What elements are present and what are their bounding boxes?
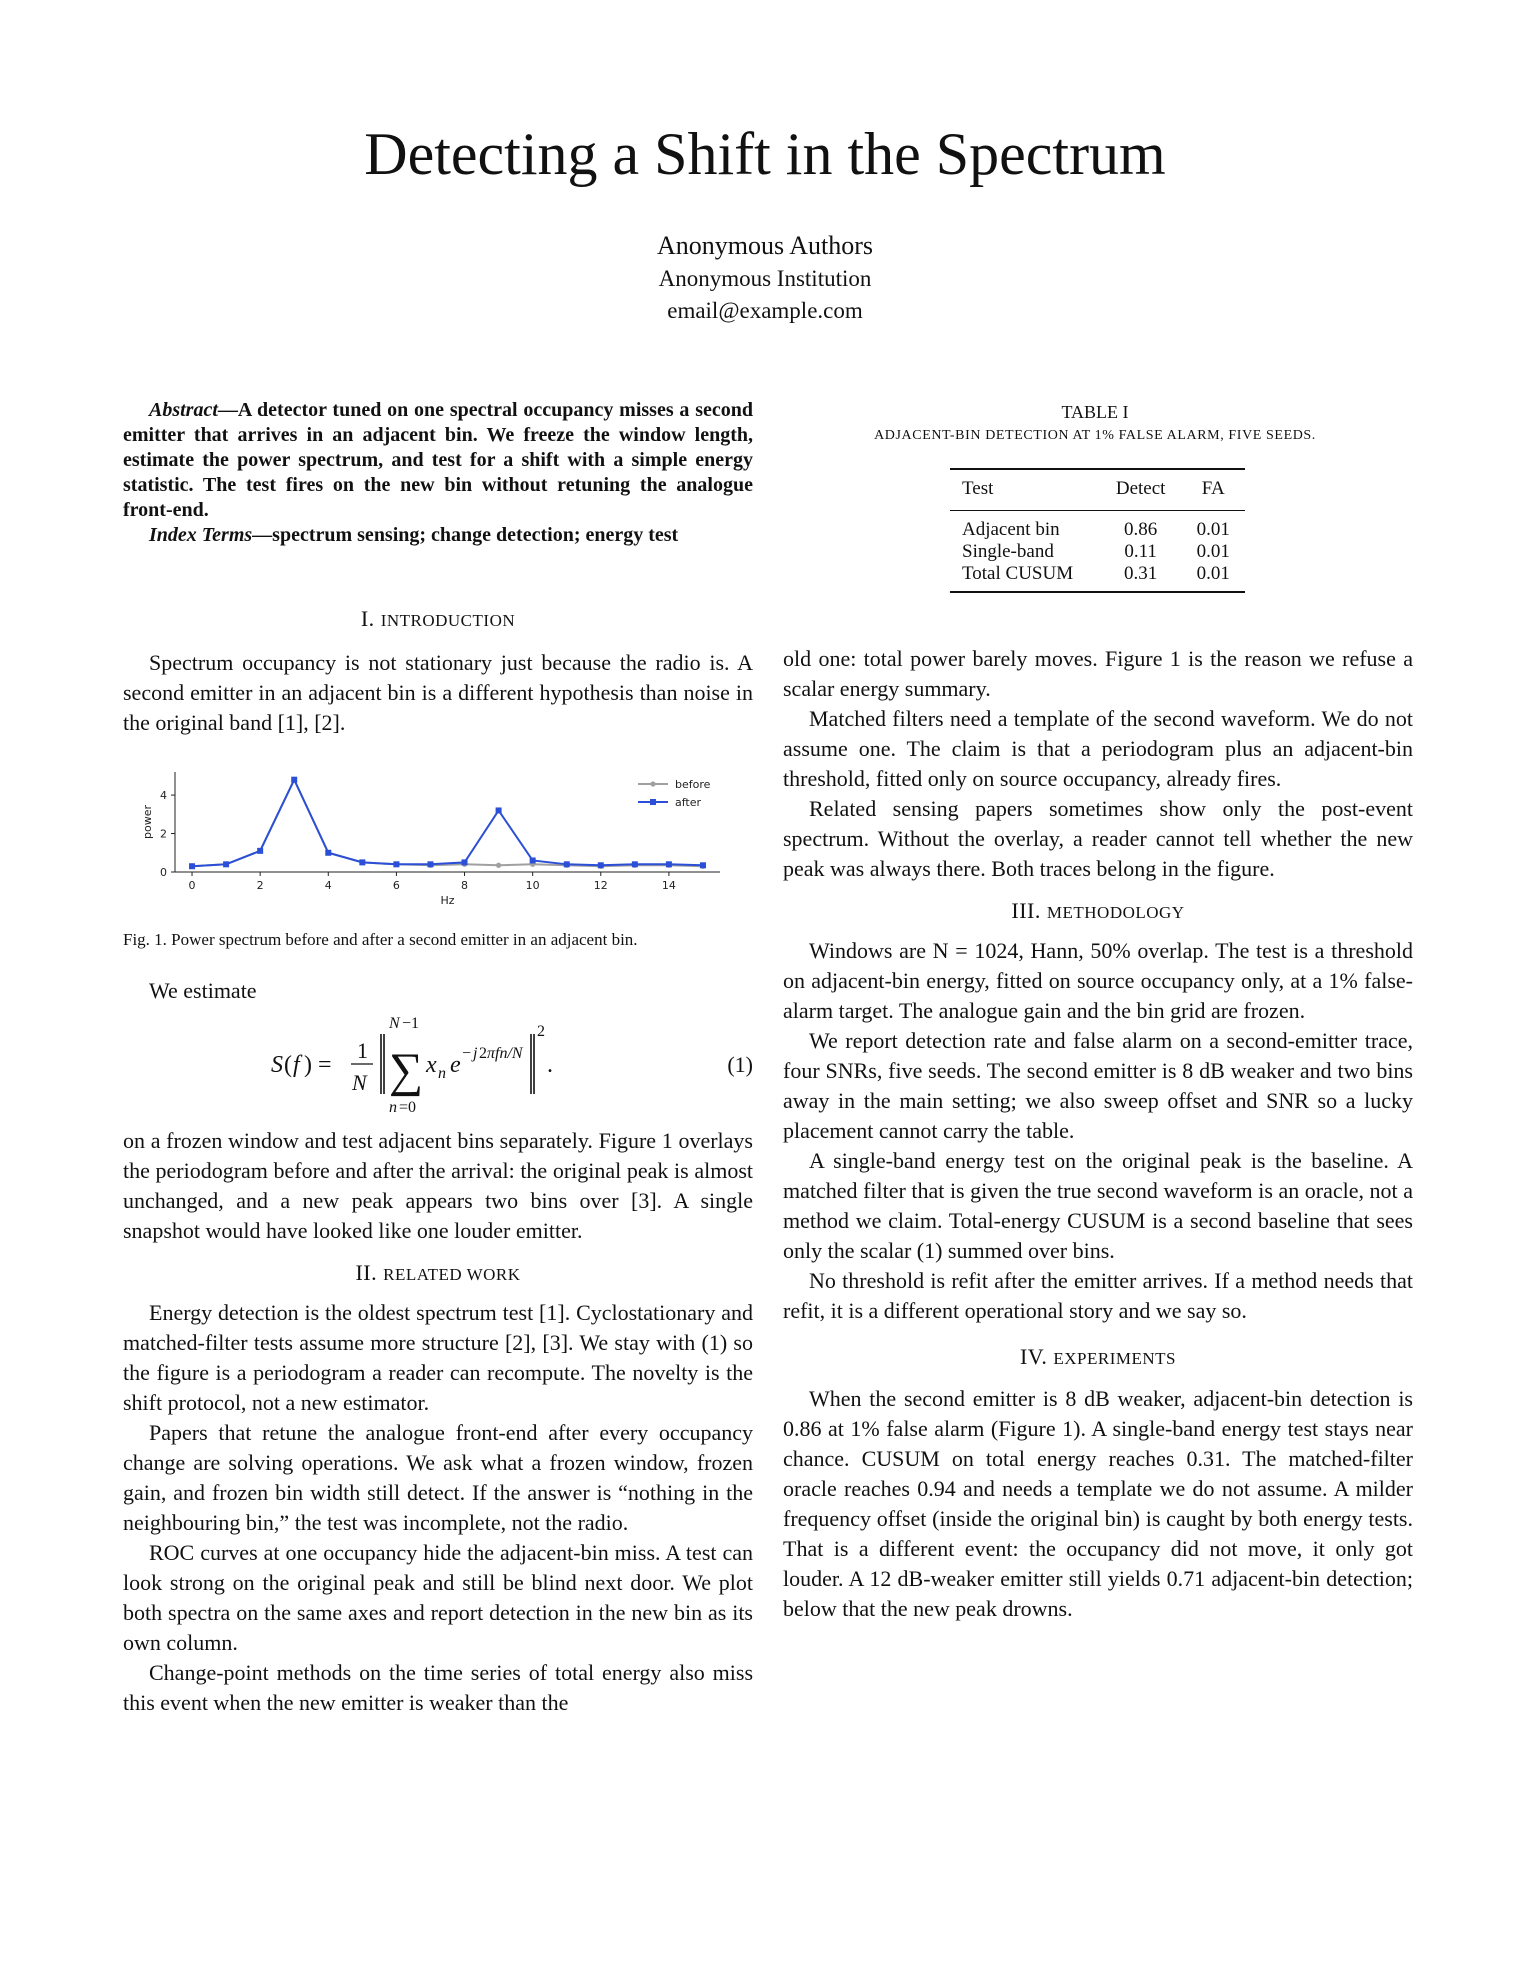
x-axis-label: Hz [440,894,455,907]
svg-text:e: e [450,1052,461,1078]
section-title: EXPERIMENTS [1053,1349,1176,1368]
svg-text:1: 1 [357,1038,368,1063]
data-point-after [530,857,536,863]
svg-text:∑: ∑ [389,1044,424,1097]
section-title: INTRODUCTION [380,611,516,630]
data-point-after [427,861,433,867]
figure-caption: Fig. 1. Power spectrum before and after a second emitter in an adjacent bin. [123,930,638,949]
paper-title: Detecting a Shift in the Spectrum [364,121,1166,187]
section-heading-intro [123,604,753,636]
svg-text:−1: −1 [402,1015,420,1032]
equation-1 [123,1006,753,1126]
x-tick-label: 10 [525,879,540,892]
after-equation-paragraph: on a frozen window and test adjacent bins separately. Figure 1 overlays the periodogram before and after the arrival: the original peak is almost unchanged, and a new peak appears two bins over [3]. A single snapshot would have looked like one louder emitter. [123,1128,753,1243]
data-point-after [325,850,331,856]
method-paragraph-4: No threshold is refit after the emitter arrives. If a method needs that refit, it is a different operational story and we say so. [783,1268,1413,1323]
power-spectrum-chart [123,760,753,907]
section-title: RELATED WORK [383,1265,521,1284]
svg-text:x: x [426,1052,437,1078]
table-row [950,563,1245,592]
data-point-after [700,862,706,868]
table-caption-block [775,400,1415,448]
related-continued: old one: total power barely moves. Figure 1 is the reason we refuse a scalar energy summary. [783,646,1413,701]
x-tick-label: 4 [324,879,332,892]
left-column-bottom [123,976,753,1718]
abstract [123,398,753,548]
table-caption: ADJACENT-BIN DETECTION AT 1% FALSE ALARM, FIVE SEEDS. [874,428,1316,443]
table-header-row [950,469,1245,511]
table-cell: 0.01 [1196,563,1230,584]
abstract-label: Abstract [149,399,218,421]
we-estimate-text: We estimate [149,978,257,1003]
section-number: II. [355,1260,378,1285]
series-line-before [192,780,703,867]
paper-email: email@example.com [667,298,863,323]
related-paragraph-2: Papers that retune the analogue front-end after every occupancy change are solving operations. We ask what a frozen window, frozen gain, and frozen bin width still detect. If the answer is “nothing in the neighbouring bin,” the test was incomplete, not the radio. [123,1420,753,1535]
data-point-before [496,863,501,868]
method-paragraph-3: A single-band energy test on the original peak is the baseline. A matched filter that is given the true second waveform is an oracle, not a method we claim. Total-energy CUSUM is a second baseline that sees only the scalar (1) summed over bins. [783,1148,1413,1263]
table-cell: Total CUSUM [962,563,1074,584]
method-paragraph-1: Windows are N = 1024, Hann, 50% overlap. The test is a threshold on adjacent-bin energy, fitted on source occupancy only, at a 1% false-alarm target. The analogue gain and the bin grid are frozen. [783,938,1413,1023]
svg-text:(: ( [284,1052,292,1078]
table-cell: 0.31 [1124,563,1158,584]
section-heading-method [783,896,1413,928]
section-number: III. [1011,898,1041,923]
method-paragraph-2: We report detection rate and false alarm on a second-emitter trace, four SNRs, five seeds. The second emitter is 8 dB weaker and two bins away in the main setting; we also sweep offset and SNR so a lucky placement cannot carry the table. [783,1028,1413,1143]
data-point-after [666,861,672,867]
svg-text:=0: =0 [399,1099,417,1116]
right-column [783,644,1413,1624]
svg-text:πfn/N: πfn/N [487,1045,523,1062]
table-row [950,541,1245,563]
chart-legend [638,778,711,809]
related-paragraph-4: Change-point methods on the time series of total energy also miss this event when the new emitter is weaker than the [123,1660,753,1715]
equation-graphic [123,1006,753,1126]
svg-text:.: . [547,1052,553,1078]
table-cell: 0.01 [1196,519,1230,540]
paper-authors: Anonymous Authors [657,231,873,260]
table-header-cell: Test [962,478,994,499]
equation-number: (1) [727,1052,753,1077]
svg-text:j: j [473,1045,478,1062]
svg-text:S: S [271,1052,283,1078]
table-label: TABLE I [1061,402,1129,422]
related-paragraph-1: Energy detection is the oldest spectrum test [1]. Cyclostationary and matched-filter tests assume more structure [2], [3]. We stay with (1) so the figure is a periodogram a reader can recompute. The novelty is the shift protocol, not a new estimator. [123,1300,753,1415]
section-heading-related [123,1258,753,1290]
left-column-top [123,398,753,548]
x-tick-label: 6 [392,879,400,892]
related-paragraph-5: Matched filters need a template of the second waveform. We do not assume one. The claim is that a periodogram plus an adjacent-bin threshold, fitted only on source occupancy, already fires. [783,706,1413,791]
table-header-cell: Detect [1115,478,1166,499]
x-tick-label: 14 [661,879,676,892]
x-tick-label: 12 [593,879,608,892]
data-point-after [564,861,570,867]
experiments-paragraph-1: When the second emitter is 8 dB weaker, adjacent-bin detection is 0.86 at 1% false alarm (Figure 1). A single-band energy test stays near chance. CUSUM on total energy reaches 0.31. The matched-filter oracle reaches 0.94 and needs a template we do not assume. A milder frequency offset (inside the original bin) is caught by both energy tests. That is a different event: the occupancy did not move, it only got louder. A 12 dB-weaker emitter still yields 0.71 adjacent-bin detection; below that the new peak drowns. [783,1386,1413,1621]
related-paragraph-6: Related sensing papers sometimes show only the post-event spectrum. Without the overlay, a reader cannot tell whether the new peak was always there. Both traces belong in the figure. [783,796,1413,881]
x-tick-label: 2 [256,879,264,892]
legend-marker-before [650,781,655,786]
section-number: IV. [1019,1344,1048,1369]
y-tick-label: 4 [160,789,167,803]
y-axis-label: power [141,805,154,839]
data-point-after [359,859,365,865]
section-number: I. [360,606,375,631]
svg-text:f: f [293,1052,300,1078]
table-row [950,511,1245,542]
data-point-after [291,777,297,783]
legend-marker-after [650,799,656,805]
table-header-cell: FA [1201,478,1225,499]
svg-text:2: 2 [537,1023,545,1040]
paper-institution: Anonymous Institution [658,266,872,291]
svg-text:N: N [352,1070,367,1095]
data-point-after [496,807,502,813]
table-cell: Adjacent bin [962,519,1060,540]
series-line-after [192,780,703,867]
index-terms-label: Index Terms [149,524,253,546]
related-paragraph-3: ROC curves at one occupancy hide the adjacent-bin miss. A test can look strong on the original peak and still be blind next door. We plot both spectra on the same axes and report detection in the new bin as its own column. [123,1540,753,1655]
data-point-after [632,861,638,867]
section-heading-experiments [783,1342,1413,1374]
results-table [950,468,1245,593]
data-point-after [462,859,468,865]
table-cell: 0.11 [1124,541,1157,562]
data-point-after [598,862,604,868]
table-cell: Single-band [962,541,1054,562]
y-tick-label: 0 [160,866,167,879]
svg-text:n: n [389,1099,397,1116]
y-tick-label: 2 [160,827,167,841]
table-cell: 0.86 [1124,519,1158,540]
x-tick-label: 0 [188,879,196,892]
intro-paragraph-1: Spectrum occupancy is not stationary just because the radio is. A second emitter in an adjacent bin is a different hypothesis than noise in the original band [1], [2]. [123,650,753,735]
index-terms-text: —spectrum sensing; change detection; energy test [252,524,679,546]
data-point-after [393,861,399,867]
intro-section [123,604,753,738]
svg-text:) =: ) = [304,1052,332,1078]
abstract-text: —A detector tuned on one spectral occupancy misses a second emitter that arrives in an adjacent bin. We freeze the window length, estimate the power spectrum, and test for a shift with a simple energy statistic. The test fires on the new bin without retuning the analogue front-end. [123,399,753,521]
data-point-after [223,861,229,867]
results-table-wrapper [950,468,1245,593]
chart-axes [141,772,720,907]
data-point-after [257,848,263,854]
svg-text:N: N [389,1015,400,1032]
legend-label-before: before [675,778,711,791]
svg-text:n: n [438,1065,446,1082]
svg-text:−: − [462,1045,472,1062]
chart-series [189,777,706,870]
svg-text:2: 2 [479,1045,487,1062]
x-tick-label: 8 [461,879,469,892]
section-title: METHODOLOGY [1046,903,1185,922]
table-cell: 0.01 [1196,541,1230,562]
legend-label-after: after [675,796,702,809]
data-point-after [189,863,195,869]
